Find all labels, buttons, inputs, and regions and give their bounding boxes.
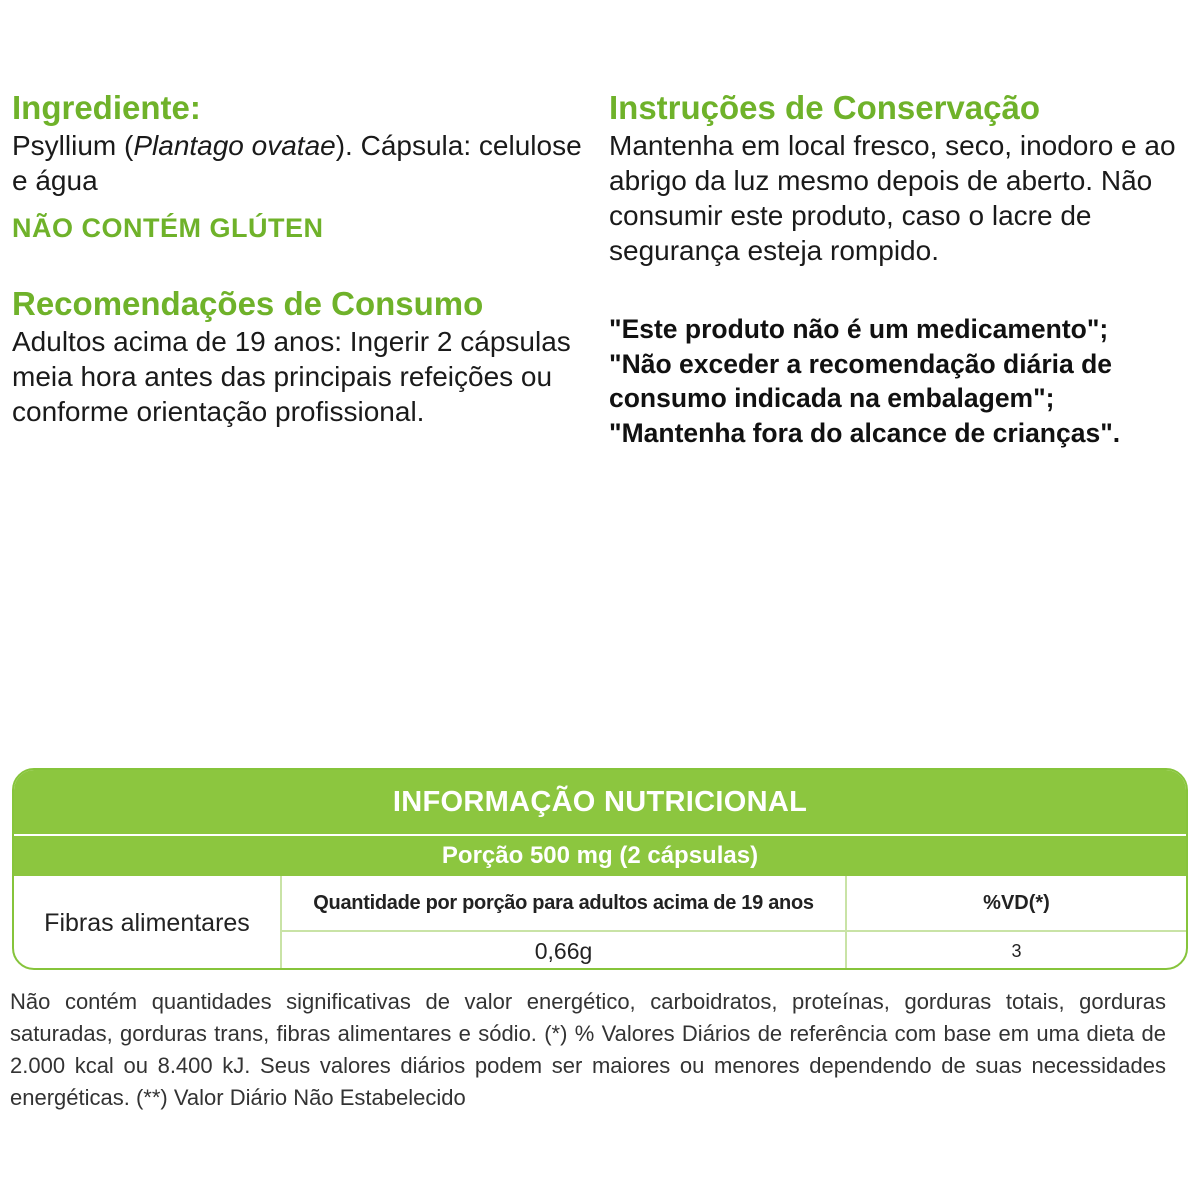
conservation-text: Mantenha em local fresco, seco, inodoro e ao abrigo da luz mesmo depois de aberto. Não consumir este produto, caso o lacre de segurança esteja rompido.	[609, 130, 1176, 266]
nutrient-name-cell: Fibras alimentares	[14, 876, 282, 970]
vd-value-cell: 3	[1011, 940, 1022, 961]
left-column	[12, 88, 582, 429]
nutrition-portion: Porção 500 mg (2 cápsulas)	[14, 834, 1186, 876]
nutrition-title: INFORMAÇÃO NUTRICIONAL	[14, 770, 1186, 834]
consumption-text: Adultos acima de 19 anos: Ingerir 2 cápsulas meia hora antes das principais refeições ou conforme orientação profissional.	[12, 326, 571, 427]
quantity-value-cell: 0,66g	[282, 932, 847, 970]
nutrition-grid	[14, 876, 1186, 968]
warning-line: "Este produto não é um medicamento";	[609, 314, 1109, 344]
ingredient-heading: Ingrediente:	[12, 89, 201, 126]
ingredient-scientific-name: Plantago ovatae	[133, 130, 336, 161]
consumption-section	[12, 284, 582, 429]
right-column	[609, 88, 1194, 450]
nutrition-table	[12, 768, 1188, 970]
warnings-block	[609, 312, 1194, 450]
consumption-heading: Recomendações de Consumo	[12, 285, 484, 322]
ingredient-text-start: Psyllium (	[12, 130, 134, 161]
ingredient-text-end: ). Cápsula: celulose e água	[12, 130, 582, 196]
gluten-notice: NÃO CONTÉM GLÚTEN	[12, 213, 324, 243]
warning-line: "Mantenha fora do alcance de crianças".	[609, 417, 1121, 448]
vd-header-cell: %VD(*)	[847, 876, 1186, 932]
warning-line: "Não exceder a recomendação diária de	[609, 348, 1113, 379]
quantity-header-cell: Quantidade por porção para adultos acima de 19 anos	[282, 876, 847, 932]
warning-line: consumo indicada na embalagem";	[609, 383, 1055, 413]
nutrition-footnote: Não contém quantidades significativas de valor energético, carboidratos, proteínas, gorduras totais, gorduras saturadas, gorduras trans, fibras alimentares e sódio. (*) % Valores Diários de referência com base em uma dieta de 2.000 kcal ou 8.400 kJ. Seus valores diários podem ser maiores ou menores dependendo de suas necessidades energéticas. (**) Valor Diário Não Estabelecido	[10, 989, 1166, 1110]
ingredient-text	[12, 128, 582, 198]
conservation-heading: Instruções de Conservação	[609, 89, 1040, 126]
